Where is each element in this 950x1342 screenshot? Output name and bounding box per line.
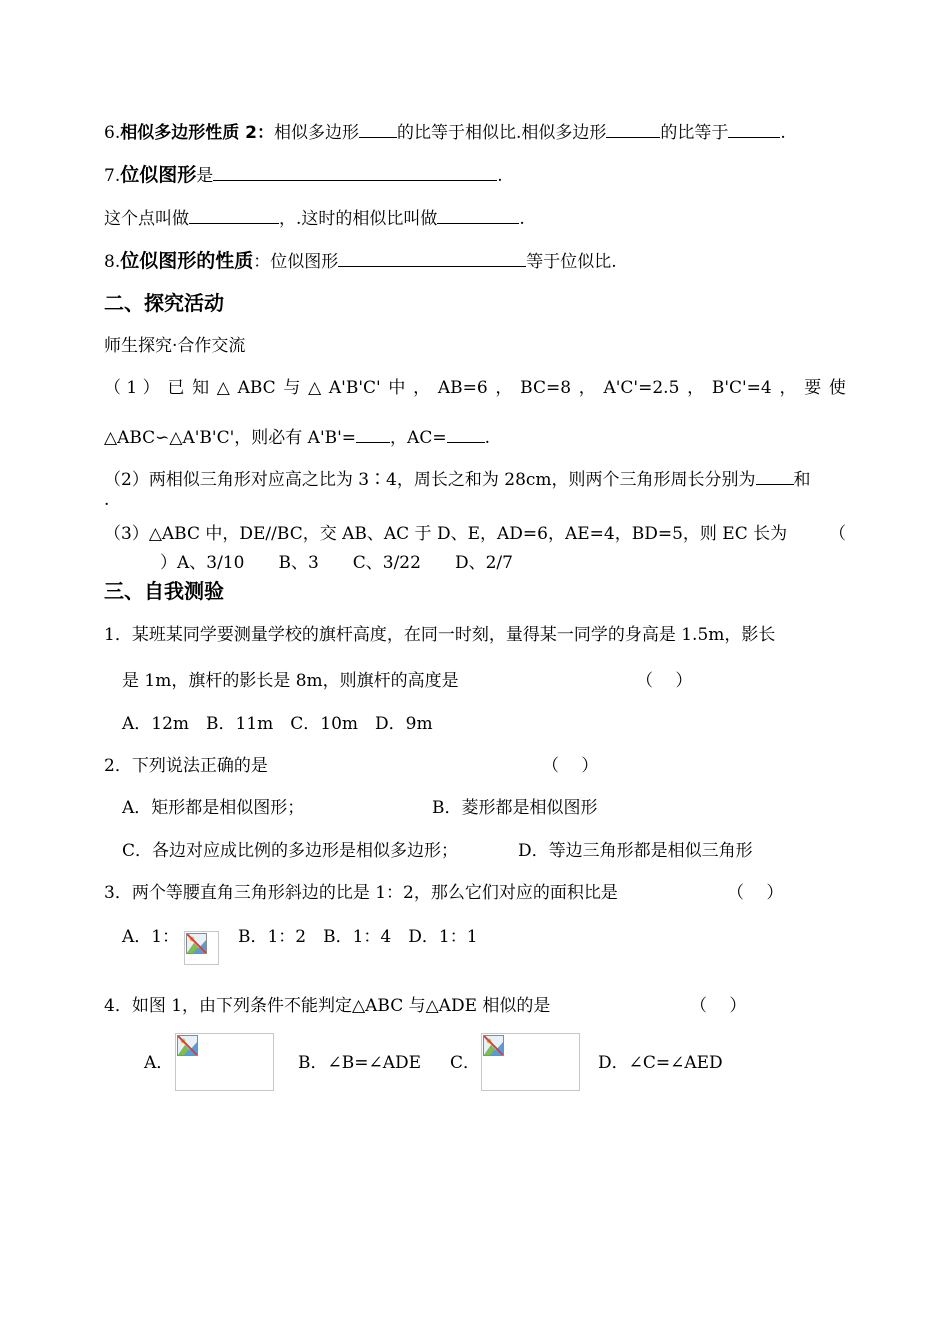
center-ratio-line — [104, 206, 525, 230]
answer-blank[interactable] — [359, 120, 397, 138]
item-6 — [104, 120, 786, 144]
problem-2-option-d: D．等边三角形都是相似三角形 — [518, 841, 753, 861]
item-8 — [104, 249, 617, 273]
section-2-subheading: 师生探究·合作交流 — [104, 336, 246, 356]
question-1-token: ， — [578, 378, 596, 398]
text: △ABC∽△A'B'C'，则必有 A'B'= — [104, 428, 357, 448]
text: 等于位似比. — [526, 252, 617, 272]
text: ：位似图形 — [253, 252, 339, 272]
colon: ： — [256, 123, 274, 143]
problem-4-option-c: C． — [450, 1053, 481, 1073]
question-3-line-1 — [104, 523, 846, 545]
answer-blank[interactable] — [606, 120, 660, 138]
answer-blank[interactable] — [338, 249, 526, 267]
item-number: 6. — [104, 123, 121, 143]
text: . — [497, 166, 503, 186]
question-1-token: ， — [413, 378, 431, 398]
text: 是 1m，旗杆的影长是 8m，则旗杆的高度是 — [122, 671, 459, 691]
broken-image-icon — [177, 1035, 198, 1056]
broken-image-icon — [186, 933, 207, 954]
problem-3-other-options: B．1：2 B．1：4 D．1：1 — [238, 927, 478, 947]
question-1-token: 中 — [388, 378, 406, 398]
question-1-token: （ 1 ） — [104, 378, 160, 398]
question-1-token: ， — [495, 378, 513, 398]
question-1-line-2 — [104, 425, 490, 449]
text: ，.这时的相似比叫做 — [279, 209, 438, 229]
problem-3-option-a: A．1： — [122, 927, 180, 947]
question-1-token: 已 — [167, 378, 185, 398]
text: . — [484, 428, 490, 448]
answer-paren[interactable]: （ ） — [636, 671, 693, 691]
answer-blank[interactable] — [437, 206, 519, 224]
answer-blank[interactable] — [189, 206, 279, 224]
item-title: 位似图形的性质 — [120, 250, 254, 272]
question-1-token: A'B'C' — [328, 378, 381, 398]
question-1-token: 使 — [828, 378, 846, 398]
answer-blank[interactable] — [213, 163, 497, 181]
question-1-token: △ — [308, 378, 322, 398]
answer-paren[interactable]: （ ） — [542, 756, 599, 776]
question-1-token: 知 — [192, 378, 210, 398]
answer-paren[interactable]: （ ） — [727, 883, 784, 903]
answer-paren[interactable]: （ ） — [690, 996, 747, 1016]
question-2 — [104, 467, 811, 491]
text: ，AC= — [390, 428, 447, 448]
item-number: 7. — [104, 166, 121, 186]
problem-2-option-a: A．矩形都是相似图形； — [122, 798, 305, 818]
item-title: 相似多边形性质 2 — [120, 123, 257, 143]
question-1-token: ， — [687, 378, 705, 398]
question-2-dot: . — [104, 490, 110, 510]
problem-2-stem: 2．下列说法正确的是 — [104, 756, 268, 776]
problem-3-stem: 3．两个等腰直角三角形斜边的比是 1：2，那么它们对应的面积比是 — [104, 883, 618, 903]
text: 的比等于相似比.相似多边形 — [396, 123, 607, 143]
image-placeholder — [175, 1033, 274, 1091]
text: 是 — [196, 166, 214, 186]
problem-2-option-c: C．各边对应成比例的多边形是相似多边形； — [122, 841, 459, 861]
item-title: 位似图形 — [120, 164, 197, 186]
answer-blank[interactable] — [756, 467, 794, 485]
text: 的比等于 — [660, 123, 729, 143]
problem-1-line-2 — [122, 670, 459, 692]
question-1-token: 要 — [804, 378, 822, 398]
problem-4-stem: 4．如图 1，由下列条件不能判定△ABC 与△ADE 相似的是 — [104, 996, 551, 1016]
question-1-token: B'C'=4 — [711, 378, 772, 398]
text: 相似多边形 — [273, 123, 359, 143]
problem-4-option-a: A． — [144, 1053, 174, 1073]
text: （2）两相似三角形对应高之比为 3∶4，周长之和为 28cm，则两个三角形周长分别为 — [104, 470, 756, 490]
question-1-token: AB=6 — [437, 378, 488, 398]
problem-2-option-b: B．菱形都是相似图形 — [432, 798, 598, 818]
image-placeholder — [481, 1033, 580, 1091]
image-placeholder — [184, 931, 219, 965]
section-3-heading: 三、自我测验 — [104, 579, 224, 603]
question-1-token: ABC — [237, 378, 276, 398]
section-2-heading: 二、探究活动 — [104, 291, 224, 315]
question-1-line-1 — [104, 377, 846, 399]
problem-4-option-d: D．∠C=∠AED — [598, 1053, 723, 1073]
answer-blank[interactable] — [356, 425, 390, 443]
broken-image-icon — [483, 1035, 504, 1056]
question-1-token: ， — [779, 378, 797, 398]
question-1-token: A'C'=2.5 — [603, 378, 680, 398]
answer-blank[interactable] — [447, 425, 485, 443]
text: （3）△ABC 中，DE//BC，交 AB、AC 于 D、E，AD=6，AE=4，BD=5，则 EC 长为 — [104, 524, 788, 544]
answer-blank[interactable] — [728, 120, 780, 138]
problem-1-options: A．12m B．11m C．10m D．9m — [122, 714, 433, 734]
question-1-token: 与 — [283, 378, 301, 398]
problem-1-line-1: 1．某班某同学要测量学校的旗杆高度，在同一时刻，量得某一同学的身高是 1.5m，影长 — [104, 625, 776, 645]
item-number: 8. — [104, 252, 121, 272]
paren: （ — [829, 524, 846, 544]
text: 这个点叫做 — [104, 209, 189, 229]
text: 和 — [793, 470, 811, 490]
question-3-options: ）A、3/10 B、3 C、3/22 D、2/7 — [160, 553, 513, 573]
problem-4-option-b: B．∠B=∠ADE — [298, 1053, 422, 1073]
text: . — [780, 123, 786, 143]
item-7 — [104, 163, 503, 187]
question-1-token: △ — [216, 378, 230, 398]
question-1-token: BC=8 — [520, 378, 572, 398]
text: . — [519, 209, 525, 229]
